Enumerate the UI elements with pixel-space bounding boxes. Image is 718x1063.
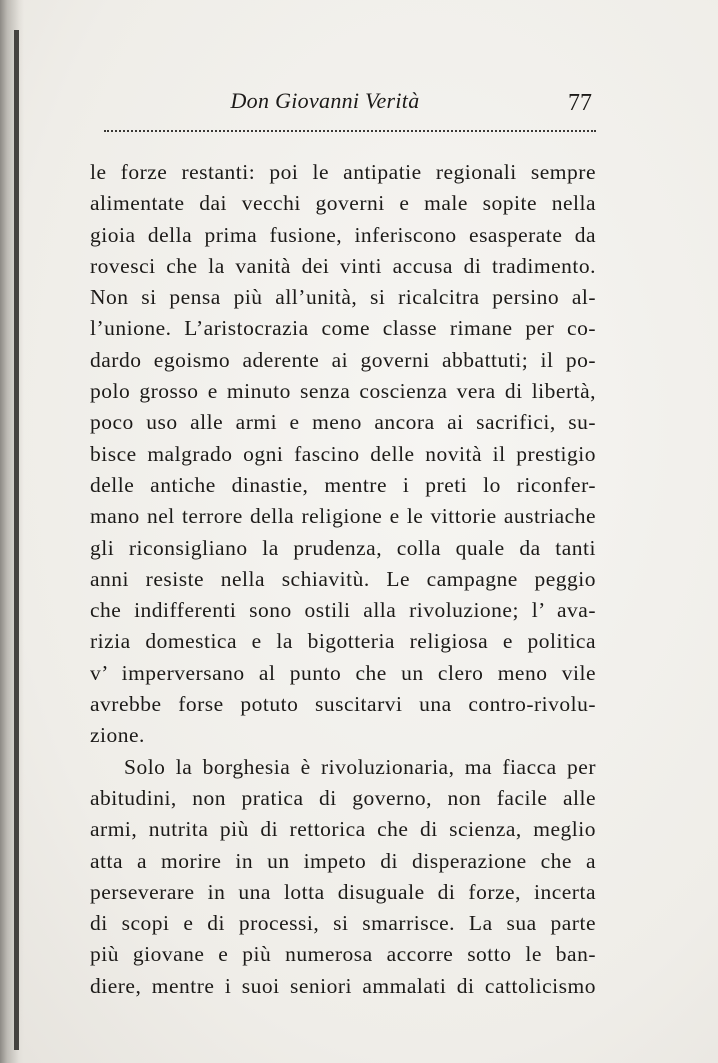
text-line: polo grosso e minuto senza coscienza vera di libertà,: [90, 379, 596, 404]
binding-edge-line: [14, 30, 19, 1050]
page-number: 77: [568, 90, 592, 116]
text-line: Solo la borghesia è rivoluzionaria, ma fiacca per: [124, 754, 596, 779]
text-line: diere, mentre i suoi seniori ammalati di cattolicismo: [90, 973, 596, 998]
text-line: delle antiche dinastie, mentre i preti lo riconfer-: [90, 472, 596, 497]
text-line: armi, nutrita più di rettorica che di scienza, meglio: [90, 817, 596, 842]
text-line: rizia domestica e la bigotteria religiosa e politica: [90, 629, 596, 654]
text-line: avrebbe forse potuto suscitarvi una contro-rivolu-: [90, 692, 596, 717]
text-line: perseverare in una lotta disuguale di forze, incerta: [90, 879, 596, 904]
text-line: più giovane e più numerosa accorre sotto le ban-: [90, 942, 596, 967]
text-line: abitudini, non pratica di governo, non facile alle: [90, 785, 596, 810]
text-line: di scopi e di processi, si smarrisce. La sua parte: [90, 911, 596, 936]
body-text: [90, 157, 596, 1002]
running-header: [90, 86, 600, 122]
text-line: l’unione. L’aristocrazia come classe rimane per co-: [90, 316, 596, 341]
paragraph-1: [90, 157, 596, 752]
running-title: Don Giovanni Verità: [230, 88, 420, 113]
text-line: le forze restanti: poi le antipatie regionali sempre: [90, 160, 596, 184]
text-line: gli riconsigliano la prudenza, colla quale da tanti: [90, 535, 596, 560]
text-line: alimentate dai vecchi governi e male sopite nella: [90, 191, 596, 216]
text-line: poco uso alle armi e meno ancora ai sacrifici, su-: [90, 410, 596, 435]
text-line: anni resiste nella schiavitù. Le campagne peggio: [90, 566, 596, 591]
text-line: rovesci che la vanità dei vinti accusa di tradimento.: [90, 253, 596, 278]
page-binding-shadow: [0, 0, 24, 1063]
text-line: atta a morire in un impeto di disperazione che a: [90, 848, 596, 873]
text-line: zione.: [90, 723, 145, 748]
text-line: v’ imperversano al punto che un clero meno vile: [90, 660, 596, 685]
text-line: mano nel terrore della religione e le vittorie austriache: [90, 504, 596, 529]
text-line: dardo egoismo aderente ai governi abbattuti; il po-: [90, 347, 596, 372]
header-dotted-rule: [104, 130, 596, 132]
text-line: Non si pensa più all’unità, si ricalcitra persino al-: [90, 285, 596, 310]
text-line: che indifferenti sono ostili alla rivoluzione; l’ ava-: [90, 598, 596, 623]
paragraph-2: [90, 752, 596, 1002]
text-line: gioia della prima fusione, inferiscono esasperate da: [90, 222, 596, 247]
text-line: bisce malgrado ogni fascino delle novità il prestigio: [90, 441, 596, 466]
